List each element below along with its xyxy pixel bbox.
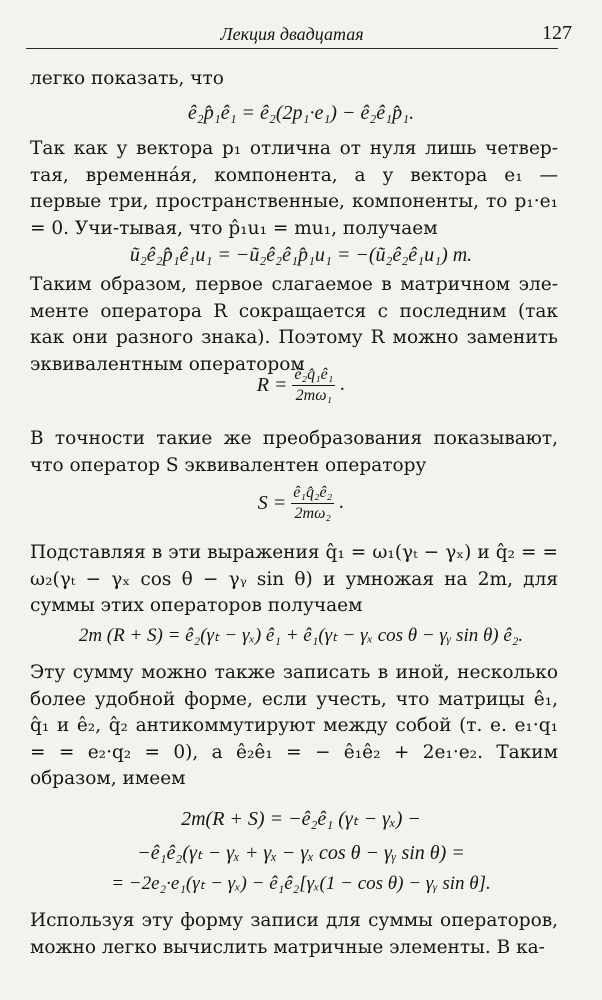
equation-s-numerator: ê₁q̂₂ê₂ [291, 484, 334, 504]
equation-2: ũ₂ê₂p̂₁ê₁u₁ = −ũ₂ê₂ê₁p̂₁u₁ = −(ũ₂ê₂ê₁u₁) m. [129, 244, 473, 266]
paragraph-substitution: Подставляя в эти выражения q̂₁ = ω₁(γₜ − γₓ) и q̂₂ = = ω₂(γₜ − γₓ cos θ − γᵧ sin θ) и умножая на 2m, для суммы этих операторов получаем [30, 542, 558, 616]
equation-s-fraction [291, 484, 334, 523]
equation-sum-line-3: = −2e₂·e₁(γₜ − γₓ) − ê₁ê₂[γₓ(1 − cos θ) − γᵧ sin θ]. [111, 873, 491, 894]
paragraph-operator-r: Таким образом, первое слагаемое в матричном эле-менте оператора R сокращается с последним (так как они разного знака). Поэтому R можно заменить эквивалентным оператором [30, 274, 558, 375]
paragraph-anticommute: Эту сумму можно также записать в иной, несколько более удобной форме, если учесть, что матрицы ê₁, q̂₁ и ê₂, q̂₂ антикоммутируют между собой (т. е. e₁·q₁ = = e₂·q₂ = 0), а ê₂ê₁ = − ê₁ê₂ + 2e₁·e₂. Таким образом, имеем [30, 662, 558, 789]
equation-s-denominator: 2mω₂ [294, 505, 331, 522]
equation-r-denominator: 2mω₁ [295, 387, 333, 404]
equation-s [0, 484, 602, 523]
equation-s-lhs: S = [257, 492, 287, 514]
equation-r-tail: . [340, 373, 346, 396]
equation-sum-line-2: −ê₁ê₂(γₜ − γₓ + γₓ − γₓ cos θ − γᵧ sin θ) = [137, 842, 465, 864]
page-number: 127 [542, 22, 572, 44]
paragraph-vectors: Так как у вектора p₁ отлична от нуля лишь четвер-тая, временна́я, компонента, а у вектора e₁ — первые три, пространственные, компоненты, то p₁·e₁ = 0. Учи-тывая, что p̂₁u₁ = mu₁, получаем [30, 138, 558, 239]
chapter-title: Лекция двадцатая [220, 24, 364, 44]
equation-r-lhs: R = [256, 374, 288, 396]
equation-r [0, 366, 602, 405]
equation-1: ê₂p̂₁ê₁ = ê₂(2p₁·e₁) − ê₂ê₁p̂₁. [187, 102, 415, 124]
equation-r-numerator: ê₂q̂₁ê₁ [292, 366, 335, 386]
paragraph-operator-s: В точности такие же преобразования показывают, что оператор S эквивалентен оператору [30, 428, 558, 476]
paragraph-closing: Используя эту форму записи для суммы операторов, можно легко вычислить матричные элементы. В ка- [30, 910, 558, 958]
equation-r-fraction [292, 366, 335, 405]
equation-s-tail: . [339, 491, 345, 514]
running-header [26, 22, 572, 49]
equation-sum: 2m (R + S) = ê₂(γₜ − γₓ) ê₁ + ê₁(γₜ − γₓ cos θ − γᵧ sin θ) ê₂. [78, 625, 524, 646]
paragraph-intro: легко показать, что [30, 68, 224, 89]
equation-sum-line-1: 2m(R + S) = −ê₂ê₁ (γₜ − γₓ) − [181, 808, 421, 830]
